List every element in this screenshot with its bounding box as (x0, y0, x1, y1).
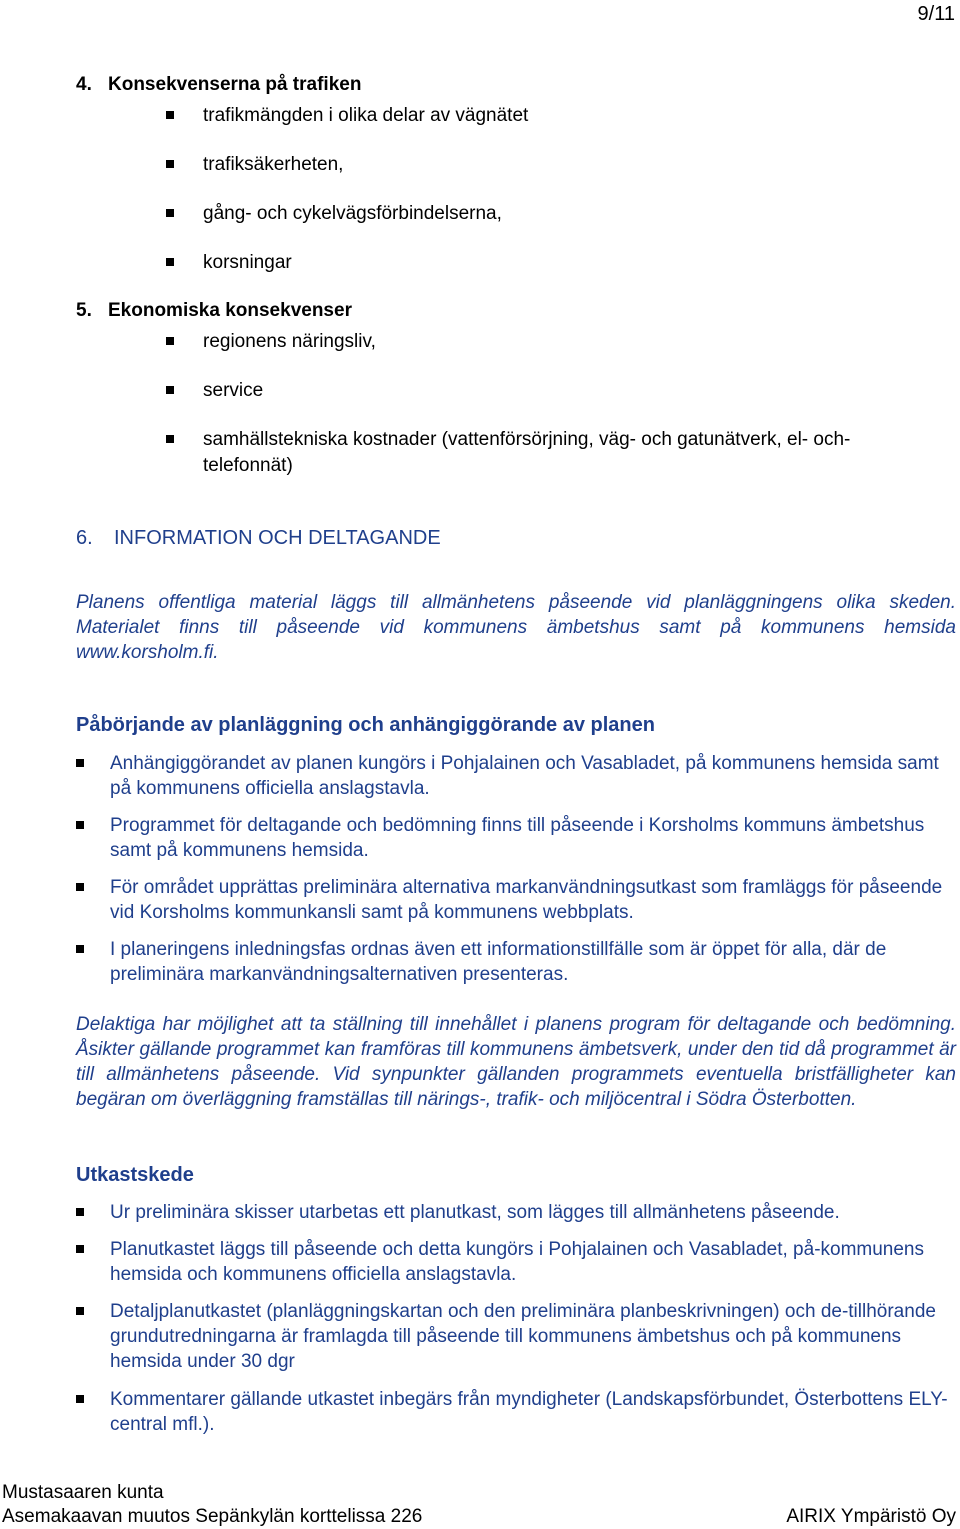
start-section-heading: Påbörjande av planläggning och anhängiggörande av planen (76, 714, 655, 736)
section-4-heading (76, 72, 361, 97)
bullet-square-icon (76, 1395, 84, 1403)
list-item: I planeringens inledningsfas ordnas även ett informationstillfälle som är öppet för alla, där de preliminära markanvändningsalternativen presenteras. (76, 937, 956, 987)
list-item: Programmet för deltagande och bedömning finns till påseende i Korsholms kommuns ämbetshus samt på kommunens hemsida. (76, 813, 956, 863)
section-6-heading (76, 526, 441, 551)
information-paragraph: Planens offentliga material läggs till allmänhetens påseende vid planläggningens olika skeden. Materialet finns till påseende vid kommunens ämbetshus samt på kommunens hemsida www.korsholm.fi. (76, 592, 956, 663)
footer-project: Asemakaavan muutos Sepänkylän korttelissa 226 (2, 1506, 423, 1527)
section-4-title: Konsekvenserna på trafiken (108, 74, 362, 95)
bullet-square-icon (166, 111, 174, 119)
bullet-square-icon (166, 258, 174, 266)
section-5-title: Ekonomiska konsekvenser (108, 300, 352, 321)
list-item: För området upprättas preliminära alternativa markanvändningsutkast som framläggs för påseende vid Korsholms kommunkansli samt på kommunens webbplats. (76, 875, 956, 925)
bullet-square-icon (76, 1245, 84, 1253)
list-item: Ur preliminära skisser utarbetas ett planutkast, som lägges till allmänhetens påseende. (76, 1200, 956, 1225)
draft-section-heading: Utkastskede (76, 1164, 194, 1186)
page-number: 9/11 (917, 3, 955, 25)
bullet-square-icon (166, 435, 174, 443)
bullet-square-icon (166, 337, 174, 345)
bullet-square-icon (76, 883, 84, 891)
section-5-heading (76, 298, 352, 323)
list-item: Kommentarer gällande utkastet inbegärs från myndigheter (Landskapsförbundet, Österbottens ELY-central mfl.). (76, 1387, 956, 1437)
bullet-square-icon (166, 386, 174, 394)
list-item: Planutkastet läggs till påseende och detta kungörs i Pohjalainen och Vasabladet, på-kommunens hemsida och kommunens officiella anslagstavla. (76, 1237, 956, 1287)
bullet-square-icon (76, 945, 84, 953)
bullet-square-icon (76, 1307, 84, 1315)
footer-company: AIRIX Ympäristö Oy (786, 1506, 956, 1527)
section-6-title: INFORMATION OCH DELTAGANDE (114, 527, 441, 549)
list-item: Detaljplanutkastet (planläggningskartan och den preliminära planbeskrivningen) och de-tillhörande grundutredningarna är framlagda till påseende till kommunens ämbetshus och på kommunens hemsida under 30 dgr (76, 1299, 956, 1374)
bullet-square-icon (76, 759, 84, 767)
bullet-square-icon (166, 209, 174, 217)
bullet-square-icon (76, 821, 84, 829)
footer-municipality: Mustasaaren kunta (2, 1482, 164, 1503)
participation-note: Delaktiga har möjlighet att ta ställning till innehållet i planens program för deltagande och bedömning. Åsikter gällande programmet kan framföras till kommunens ämbetsverk, under den tid då programmet är till allmänhetens påseende. Vid synpunkter gällanden programmets eventuella bristfälligheter kan begäran om överläggning framställas till närings-, trafik- och miljöcentral i Södra Österbotten. (76, 1014, 956, 1110)
bullet-square-icon (166, 160, 174, 168)
section-4-number: 4. (76, 74, 92, 95)
list-item: Anhängiggörandet av planen kungörs i Pohjalainen och Vasabladet, på kommunens hemsida samt på kommunens officiella anslagstavla. (76, 751, 956, 801)
section-5-number: 5. (76, 300, 92, 321)
section-6-number: 6. (76, 527, 93, 549)
bullet-square-icon (76, 1208, 84, 1216)
